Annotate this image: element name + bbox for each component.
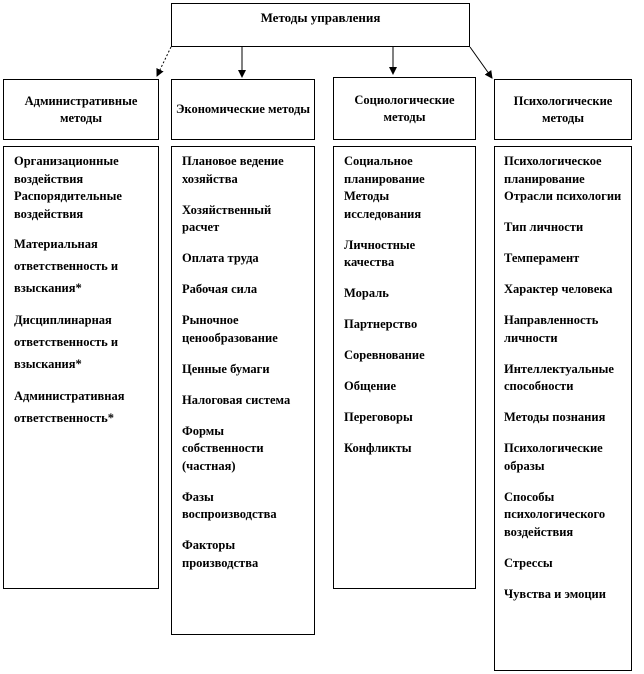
arrow-to-psychological — [470, 47, 492, 78]
header-sociological — [333, 77, 476, 140]
list-item: Психологические образы — [504, 441, 603, 473]
header-administrative — [3, 79, 159, 140]
header-economic — [171, 79, 315, 140]
list-item: Психологическое планирование — [504, 154, 602, 186]
list-item: Плановое ведение хозяйства — [182, 154, 284, 186]
list-item: Методы исследования — [344, 189, 422, 221]
list-item: Направленность личности — [504, 313, 599, 345]
header-psychological — [494, 79, 632, 140]
list-item: Организационные воздействия — [14, 154, 119, 186]
list-item: Факторы производства — [182, 538, 259, 570]
list-item: Отрасли психологии — [504, 189, 622, 203]
list-item: Фазы воспроизводства — [182, 489, 277, 521]
list-item: Распорядительные воздействия — [14, 189, 122, 221]
list-item: Тип личности — [504, 220, 584, 234]
list-item: Административная ответственность* — [14, 389, 125, 425]
list-item: Соревнование — [344, 348, 425, 362]
list-item: Хозяйственный расчет — [182, 202, 272, 234]
arrow-to-administrative — [157, 47, 171, 76]
column-economic — [171, 146, 315, 635]
list-item: Материальная ответственность и взыскания* — [14, 237, 119, 295]
list-item: Рабочая сила — [182, 282, 258, 296]
list-item: Мораль — [344, 286, 389, 300]
list-item: Ценные бумаги — [182, 361, 270, 376]
header-economic-label: Экономические методы — [175, 102, 311, 116]
column-administrative — [3, 146, 159, 589]
list-item: Конфликты — [344, 441, 412, 455]
list-item: Темперамент — [504, 251, 580, 265]
list-item: Общение — [344, 379, 397, 393]
list-item: Рыночное ценообразование — [182, 313, 278, 345]
title-box — [171, 3, 470, 47]
column-sociological — [333, 146, 476, 589]
list-item: Способы психологического воздействия — [504, 489, 606, 539]
list-item: Оплата труда — [182, 251, 259, 265]
list-item: Партнерство — [344, 317, 418, 331]
diagram-title: Методы управления — [260, 10, 381, 25]
list-item: Переговоры — [344, 410, 413, 424]
list-item: Налоговая система — [182, 392, 291, 407]
list-item: Социальное планирование — [344, 154, 425, 186]
list-item: Характер человека — [504, 282, 613, 296]
list-item: Личностные качества — [344, 237, 416, 269]
list-item: Чувства и эмоции — [504, 586, 606, 601]
column-psychological — [494, 146, 632, 671]
list-item: Дисциплинарная ответственность и взыскания* — [14, 313, 119, 371]
header-sociological-label: Социологические методы — [354, 92, 455, 124]
list-item: Стрессы — [504, 555, 553, 570]
list-item: Методы познания — [504, 410, 606, 424]
header-psychological-label: Психологические методы — [513, 93, 613, 125]
list-item: Интеллектуальные способности — [504, 361, 614, 393]
list-item: Формы собственности (частная) — [182, 423, 264, 473]
header-administrative-label: Административные методы — [24, 93, 138, 125]
